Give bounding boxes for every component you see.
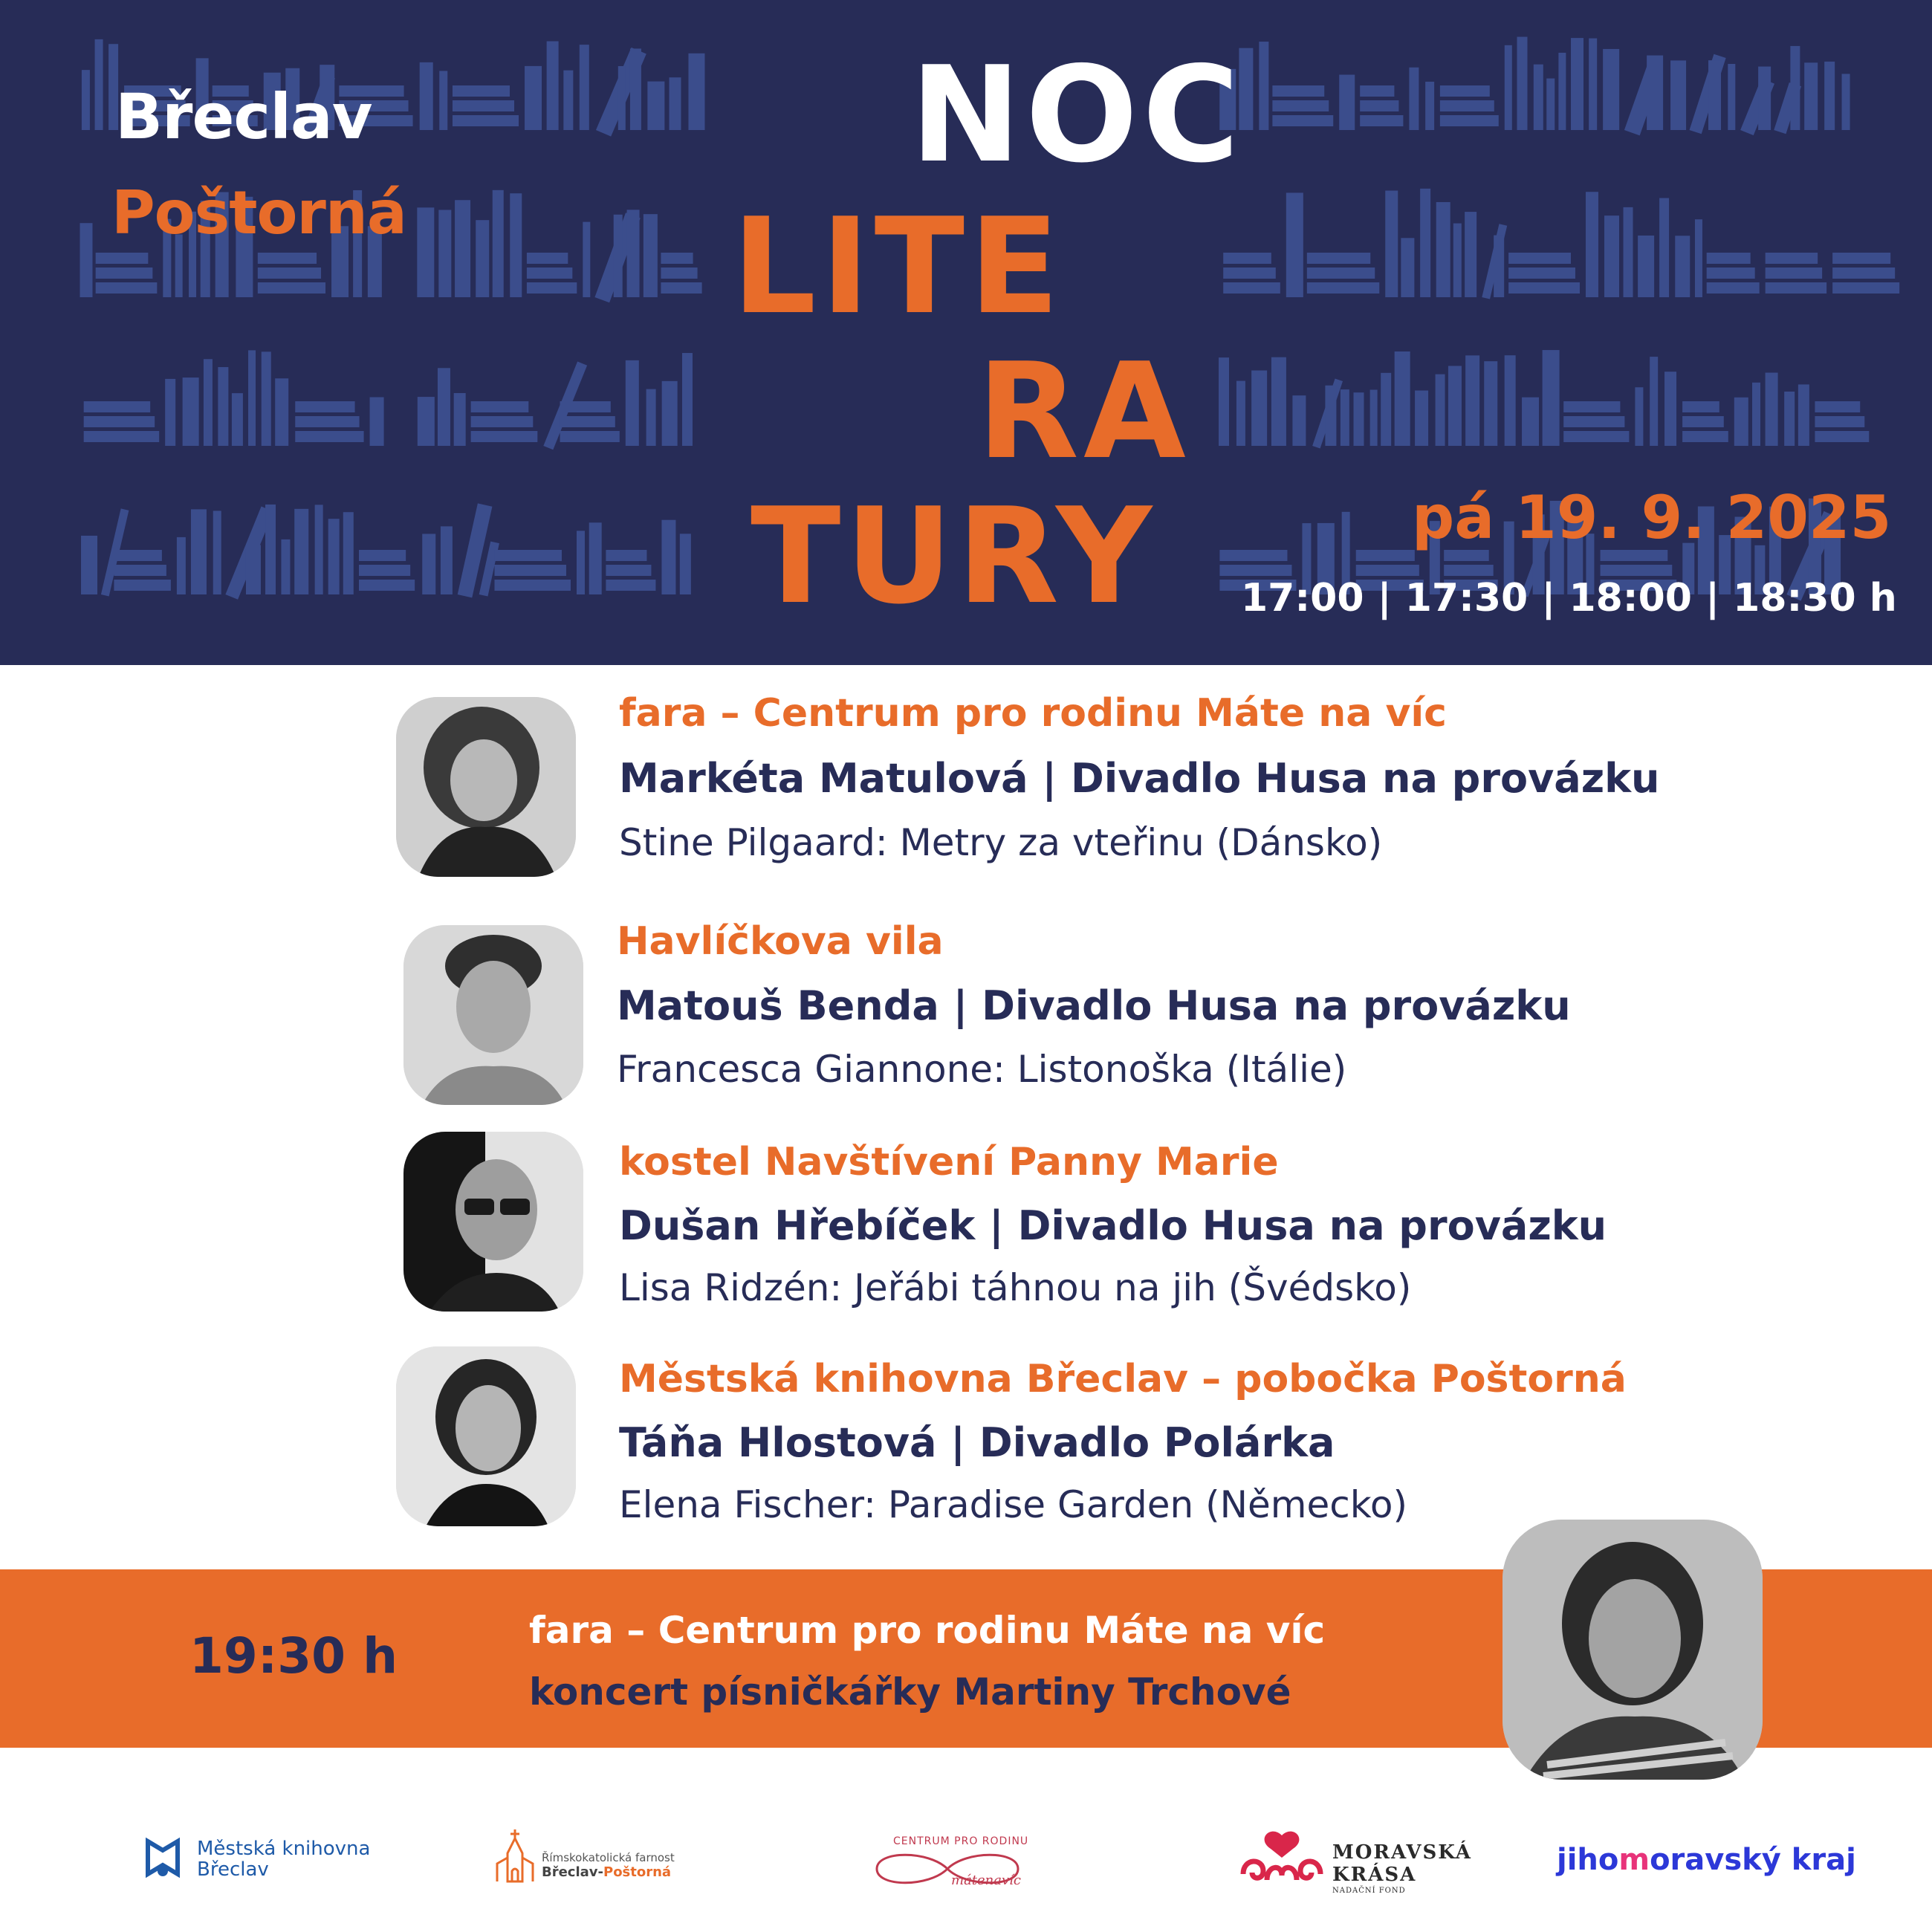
title-line-2: LITE: [732, 189, 1064, 343]
town-name: Břeclav: [115, 80, 372, 153]
header-banner: [0, 0, 1932, 665]
center-top-text: CENTRUM PRO RODINU: [893, 1835, 1029, 1847]
concert-time: 19:30 h: [189, 1627, 398, 1685]
performer-photo: [396, 1346, 576, 1526]
portrait-icon: [1503, 1520, 1763, 1780]
church-icon: [494, 1828, 536, 1884]
center-script-text: mátenavíc: [951, 1873, 1022, 1888]
event-performer: Matouš Benda | Divadlo Husa na provázku: [617, 982, 1571, 1029]
title-line-3: RA: [977, 334, 1190, 488]
portrait-icon: [403, 925, 583, 1105]
family-center-logo: [862, 1813, 1040, 1902]
event-book: Elena Fischer: Paradise Garden (Německo): [619, 1483, 1408, 1526]
ornament-icon: [1237, 1828, 1326, 1887]
parish-name-line1: Římskokatolická farnost: [542, 1851, 675, 1864]
parish-name-line2: Břeclav-Poštorná: [542, 1864, 672, 1880]
library-icon: [145, 1837, 181, 1880]
event-times: 17:00 | 17:30 | 18:00 | 18:30 h: [1241, 576, 1897, 620]
kraj-text: jihomoravský kraj: [1557, 1843, 1856, 1877]
library-logo: [145, 1813, 398, 1902]
concert-description: koncert písničkářky Martiny Trchové: [529, 1670, 1291, 1714]
portrait-icon: [396, 697, 576, 877]
moravska-line1: MORAVSKÁ: [1332, 1841, 1472, 1864]
title-line-4: TURY: [751, 479, 1157, 633]
event-performer: Dušan Hřebíček | Divadlo Husa na provázku: [619, 1202, 1607, 1249]
performer-photo: [396, 697, 576, 877]
event-date: pá 19. 9. 2025: [1412, 483, 1892, 552]
concert-place: fara – Centrum pro rodinu Máte na víc: [529, 1609, 1326, 1652]
portrait-icon: [396, 1346, 576, 1526]
jihomoravsky-kraj-logo: [1557, 1813, 1869, 1902]
event-place: Havlíčkova vila: [617, 919, 944, 964]
library-name-line1: Městská knihovna: [197, 1838, 371, 1860]
district-name: Poštorná: [111, 178, 406, 247]
event-place: kostel Navštívení Panny Marie: [619, 1140, 1279, 1184]
moravska-line3: NADAČNÍ FOND: [1332, 1887, 1406, 1895]
moravska-krasa-logo: [1237, 1813, 1472, 1902]
event-place: fara – Centrum pro rodinu Máte na víc: [619, 691, 1447, 736]
event-book: Lisa Ridzén: Jeřábi táhnou na jih (Švédsko): [619, 1266, 1412, 1309]
performer-photo: [403, 1132, 583, 1312]
parish-logo: [494, 1813, 717, 1902]
portrait-icon: [403, 1132, 583, 1312]
event-performer: Táňa Hlostová | Divadlo Polárka: [619, 1419, 1335, 1466]
performer-photo: [403, 925, 583, 1105]
event-book: Francesca Giannone: Listonoška (Itálie): [617, 1048, 1347, 1091]
event-place: Městská knihovna Břeclav – pobočka Poštorná: [619, 1357, 1627, 1401]
moravska-line2: KRÁSA: [1332, 1864, 1417, 1886]
event-book: Stine Pilgaard: Metry za vteřinu (Dánsko): [619, 821, 1383, 864]
library-name-line2: Břeclav: [197, 1858, 269, 1881]
event-performer: Markéta Matulová | Divadlo Husa na provázku: [619, 755, 1660, 802]
title-line-1: NOC: [910, 38, 1244, 192]
singer-photo: [1503, 1520, 1763, 1780]
